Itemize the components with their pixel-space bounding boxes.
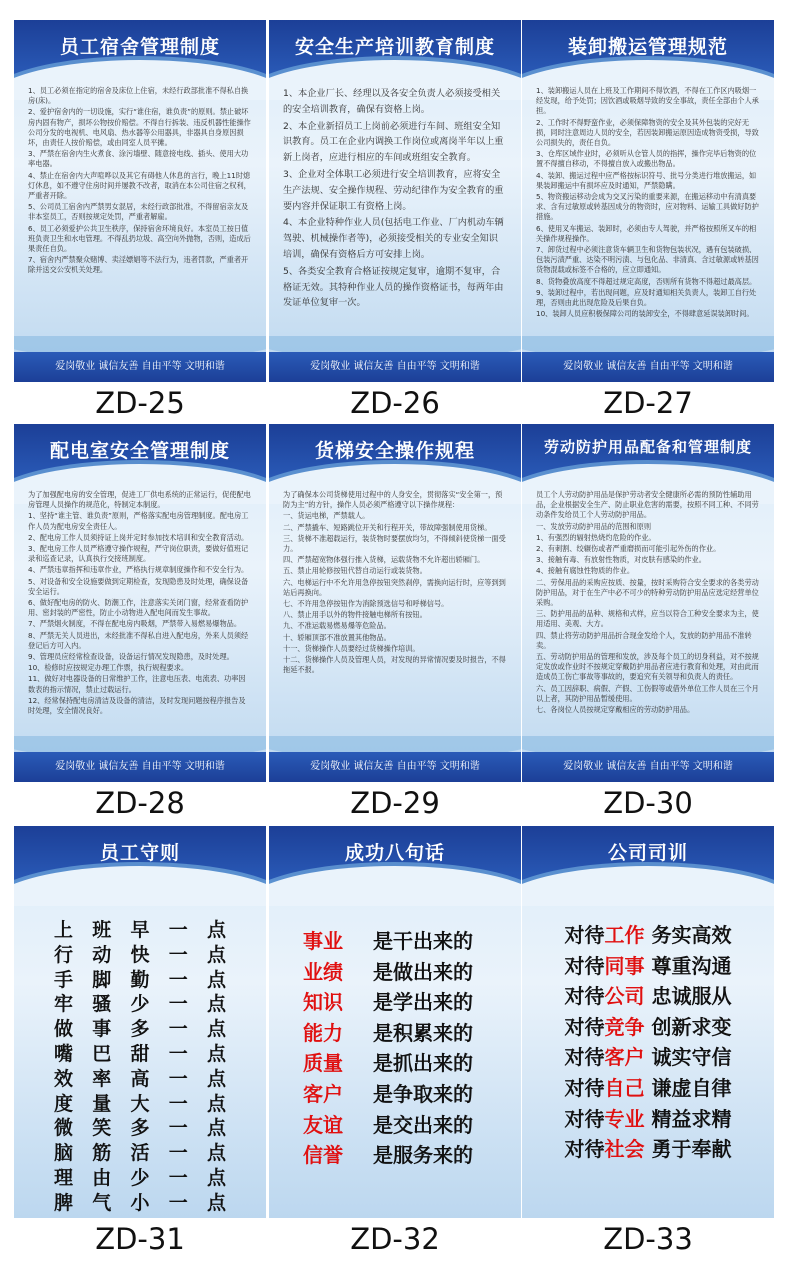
clause-text: 7、宿舍内严禁聚众赌博、卖淫嫖娼等不法行为，违者罚款，严重者开除并送交公安机关处理。	[28, 255, 249, 275]
rule-char: 早	[130, 919, 150, 941]
rule-char: 事	[92, 1018, 112, 1041]
clause-text: 1、本企业厂长、经理以及各安全负责人必须接受相关的安全培训教育，确保有资格上岗。	[283, 88, 501, 115]
rule-char: 点	[206, 1018, 226, 1041]
rule-char: 少	[130, 993, 150, 1016]
rule-char: 度	[54, 1092, 74, 1115]
motto-list	[522, 920, 774, 1165]
saying-keyword: 客户	[303, 1081, 343, 1106]
rule-char: 点	[206, 1042, 226, 1065]
poster-footer: 爱岗敬业 诚信友善 自由平等 文明和谐	[14, 352, 266, 382]
product-code: ZD-32	[350, 1222, 440, 1256]
rule-char: 牢	[54, 993, 74, 1016]
saying-row	[269, 926, 521, 957]
poster-body	[536, 490, 760, 716]
poster-title: 劳动防护用品配备和管理制度	[543, 438, 752, 456]
clause-text: 3、配电房工作人员严格遵守操作规程，严守岗位职责，要做好值班记录和巡查记录，认真执行交接班制度。	[28, 544, 249, 564]
rule-char: 脾	[54, 1191, 74, 1214]
rule-row	[54, 918, 226, 943]
saying-text: 是干出来的	[373, 929, 473, 953]
poster-title: 安全生产培训教育制度	[294, 36, 495, 58]
clause-text: 2、配电房工作人员须持证上岗并定时参加技术培训和安全教育活动。	[28, 532, 249, 542]
poster-3	[14, 424, 266, 782]
rule-char: 上	[54, 919, 74, 941]
rule-char: 高	[130, 1067, 150, 1090]
saying-text: 是积累来的	[373, 1020, 473, 1045]
saying-keyword: 友谊	[303, 1112, 343, 1137]
motto-prefix: 对待	[564, 1106, 605, 1131]
product-code: ZD-26	[350, 386, 440, 420]
rule-char: 少	[130, 1166, 150, 1189]
motto-keyword: 专业	[604, 1106, 645, 1131]
rule-char: 做	[54, 1018, 74, 1041]
saying-row	[269, 957, 521, 988]
motto-prefix: 对待	[564, 1137, 605, 1162]
clause-text: 6、使用叉车搬运、装卸时，必须由专人驾驶，并严格按照所叉车的相关操作规程操作。	[536, 223, 757, 243]
rule-char: 效	[54, 1067, 74, 1090]
clause-text: 五、禁止用轮修按钮代替自动运行或装货物。	[283, 566, 427, 576]
saying-text: 是服务来的	[373, 1143, 473, 1168]
motto-row	[522, 920, 774, 951]
clause-text: 1、有强烈的辐射热烧灼危险的作业。	[536, 532, 656, 542]
rule-char: 嘴	[54, 1042, 74, 1065]
poster-0	[14, 20, 266, 382]
motto-text: 精益求精	[644, 1106, 732, 1131]
rule-char: 一	[168, 943, 188, 966]
saying-text: 是做出来的	[373, 959, 473, 984]
rule-char: 点	[206, 1092, 226, 1115]
rule-row	[54, 1042, 226, 1067]
rule-char: 快	[130, 943, 150, 966]
poster-title: 配电室安全管理制度	[49, 440, 230, 462]
rule-char: 点	[206, 993, 226, 1016]
rule-char: 一	[168, 1067, 188, 1090]
rule-char: 手	[54, 968, 74, 991]
rule-row	[54, 1116, 226, 1141]
clause-text: 八、禁止用手以外的物件接触电梯所有按钮。	[283, 610, 427, 620]
rule-char: 点	[206, 943, 226, 966]
clause-text: 七、不许用急停按钮作为消除预选信号和呼梯信号。	[283, 599, 449, 609]
rule-char: 一	[168, 1191, 188, 1214]
motto-row	[522, 1012, 774, 1043]
clause-text: 一、货运电梯，严禁载人。	[283, 511, 370, 521]
rule-char: 一	[168, 1092, 188, 1115]
saying-row	[269, 987, 521, 1018]
clause-text: 7、卸货过程中必须注意货车辆卫生和货物包装状况，遇有包装破损、包装污渍严重、达染不明污渍、与包化品、非清真、含过敏源或转基因货物混载或标签不合格的，应立即通知。	[536, 245, 759, 275]
rule-char: 动	[92, 943, 112, 966]
motto-prefix: 对待	[564, 923, 605, 947]
motto-prefix: 对待	[564, 1014, 605, 1039]
clause-text: 6、做好配电房的防火、防潮工作，注意落实关闭门窗，经常查看防护用、密封装的严密性，防止小动物进入配电间而发生事故。	[28, 598, 249, 618]
poster-title: 员工宿舍管理制度	[59, 36, 220, 58]
motto-row	[522, 1134, 774, 1165]
clause-text: 4、禁止在宿舍内大声喧哗以及其它有碍他人休息的言行，晚上11时熄灯休息，如不遵守住房时间并屡教不改者，取消在本公司住宿之权利，严重者开除。	[28, 170, 251, 201]
rule-char: 一	[168, 1142, 188, 1165]
rule-char: 理	[54, 1166, 74, 1189]
rule-char: 一	[168, 968, 188, 991]
poster-title: 公司司训	[607, 842, 688, 864]
clause-text: 10、装卸人员应积极保障公司的装卸安全，不得肆意延误装卸时间。	[536, 309, 754, 319]
clause-text: 三、货梯不准超载运行，装货物时要摆放均匀，不得倾斜使货梯一面受力。	[283, 533, 506, 554]
clause-text: 2、爱护宿舍内的一切设施，实行“谁住宿，谁负责”的原则。禁止破坏房内固有物产，损坏公物按价赔偿。不得自行拆装、违反机器性能操作公司分发的电视机、电风扇、热水器等公用器具，非器具自身原因损坏，由责任人按价赔偿，或由同室人员平摊。	[28, 107, 251, 148]
saying-keyword: 知识	[303, 990, 343, 1015]
rule-char: 率	[92, 1067, 112, 1090]
clause-text: 1、坚持“谁主管、谁负责”原则，严格落实配电房管理制度。配电房工作人员为配电房安全责任人。	[28, 511, 249, 531]
clause-text: 3、严禁在宿舍内生火煮食、涂污墙壁、随意接电线、插头、使用大功率电器。	[28, 149, 249, 169]
clause-text: 四、禁止将劳动防护用品折合现金发给个人，发放的防护用品不准转卖。	[536, 630, 752, 650]
saying-keyword: 业绩	[303, 959, 343, 984]
clause-text: 二、劳保用品的采购应按质、按量，按时采购符合安全要求的各类劳动防护用品，对于在生产中必不可少的特种劳动防护用品应选定经营单位采购。	[536, 577, 759, 608]
clause-text: 六、员工因辞职、病假、产假、工伤假等或借外单位工作人员在三个月以上者，其防护用品暂缓使用。	[536, 683, 759, 703]
poster-footer: 爱岗敬业 诚信友善 自由平等 文明和谐	[269, 352, 521, 382]
motto-row	[522, 1073, 774, 1104]
poster-footer: 爱岗敬业 诚信友善 自由平等 文明和谐	[522, 752, 774, 782]
clause-text: 8、严禁无关人员进出，未经批准不得私自进入配电房，外来人员须经登记后方可入内。	[28, 630, 249, 650]
rule-char: 点	[206, 1191, 226, 1214]
saying-keyword: 信誉	[303, 1143, 343, 1168]
poster-body	[536, 86, 760, 320]
poster-2	[522, 20, 774, 382]
rule-row	[54, 1166, 226, 1191]
rule-row	[54, 1017, 226, 1042]
clause-text: 4、严禁违章指挥和违章作业，严格执行规章制度操作和不安全行为。	[28, 565, 249, 575]
poster-footer: 爱岗敬业 诚信友善 自由平等 文明和谐	[14, 752, 266, 782]
clause-text: 为了加强配电房的安全管理，促进工厂供电系统的正常运行，促使配电房管理人员操作的规范化，特制定本制度。	[28, 490, 251, 510]
clause-text: 六、电梯运行中不允许用急停按钮突然刹停，需换向运行时，应等到到站后再换向。	[283, 577, 506, 597]
poster-body	[283, 490, 507, 676]
rule-char: 一	[168, 993, 188, 1016]
clause-text: 3、仓库区域作业时，必须听从仓管人员的指挥，操作完毕后物资的位置不得擅自移动，不得擅自放入或搬出物品。	[536, 149, 757, 169]
poster-title: 成功八句话	[344, 842, 445, 864]
motto-prefix: 对待	[564, 1045, 605, 1070]
saying-text: 是交出来的	[373, 1112, 473, 1137]
clause-text: 3、企业对全体职工必须进行安全培训教育，应将安全生产法规、安全操作规程、劳动纪律作为安全教育的重要内容并保证职工有资格上岗。	[283, 168, 504, 212]
poster-6	[14, 826, 266, 1218]
clause-text: 6、员工必须爱护公共卫生秩序，保持宿舍环境良好。本室员工按日值班负责卫生和水电管理。不得乱扔垃圾、高空向外抛物，否则，造成后果责任自负。	[28, 223, 251, 254]
rules-list	[14, 918, 266, 1216]
product-code: ZD-28	[95, 786, 185, 820]
clause-text: 4、接触有腐蚀性物质的作业。	[536, 566, 635, 576]
rule-row	[54, 1092, 226, 1117]
motto-text: 诚实守信	[644, 1045, 732, 1070]
rule-char: 脑	[54, 1142, 74, 1165]
rule-char: 点	[206, 1166, 226, 1189]
rule-char: 行	[54, 943, 74, 966]
clause-text: 2、本企业新招员工上岗前必须进行车间、班组安全知识教育。员工在企业内调换工作岗位或离岗半年以上重新上岗者，应进行相应的车间或班组安全教育。	[283, 120, 504, 164]
product-code: ZD-27	[603, 386, 693, 420]
rule-char: 点	[206, 1117, 226, 1140]
rule-char: 活	[130, 1142, 150, 1165]
clause-text: 11、做好对电器设备的日常维护工作，注意电压表、电流表、功率因数表的指示情况，禁止过载运行。	[28, 674, 246, 694]
clause-text: 4、本企业特种作业人员(包括电工作业、厂内机动车辆驾驶、机械操作者等)，必须接受相关的专业安全知识培训，确保有资格后方可安排上岗。	[283, 217, 504, 260]
product-code: ZD-31	[95, 1222, 185, 1256]
rule-char: 量	[92, 1092, 112, 1115]
rule-char: 一	[168, 1117, 188, 1140]
sayings-list	[269, 926, 521, 1171]
saying-text: 是抓出来的	[373, 1051, 473, 1076]
clause-text: 5、物资搬运移动会成为交叉污染的重要来源，在搬运移动中有清真要求、含有过敏原或转基因成分的物资时，应对物料、运输工具做好防护措施。	[536, 192, 759, 222]
clause-text: 一、发放劳动防护用品的范围和原则	[536, 521, 652, 531]
motto-row	[522, 1104, 774, 1135]
clause-text: 为了确保本公司货梯使用过程中的人身安全，贯彻落实“安全第一，预防为主”的方针，操作人员必须严格遵守以下操作规程：	[283, 490, 503, 510]
poster-title: 装卸搬运管理规范	[567, 36, 728, 58]
poster-title: 员工守则	[99, 842, 180, 864]
rule-row	[54, 992, 226, 1017]
motto-keyword: 同事	[604, 953, 645, 978]
rule-char: 脚	[92, 968, 112, 991]
rule-row	[54, 968, 226, 993]
rule-char: 点	[206, 919, 226, 941]
rule-char: 骚	[92, 993, 112, 1016]
motto-text: 谦虚自律	[644, 1075, 732, 1100]
clause-text: 3、接触有毒、有放射性物质，对皮肤有感染的作业。	[536, 555, 706, 565]
saying-text: 是学出来的	[373, 990, 473, 1015]
poster-body	[283, 86, 507, 312]
motto-text: 务实高效	[644, 923, 732, 947]
rule-char: 巴	[92, 1042, 112, 1065]
product-code: ZD-29	[350, 786, 440, 820]
product-code: ZD-33	[603, 1222, 693, 1256]
rule-char: 勤	[130, 968, 150, 991]
saying-row	[269, 1018, 521, 1049]
poster-title: 货梯安全操作规程	[314, 440, 475, 462]
motto-text: 忠诚服从	[644, 984, 732, 1009]
poster-body	[28, 490, 252, 717]
poster-4	[269, 424, 521, 782]
clause-text: 十一、货梯操作人员要经过货梯操作培训。	[283, 643, 420, 653]
clause-text: 5、公司员工宿舍内严禁男女混居，未经行政部批准，不得留宿亲友及非本室员工，否则按规定处罚，严重者解雇。	[28, 202, 249, 222]
motto-text: 尊重沟通	[644, 953, 732, 978]
motto-prefix: 对待	[564, 984, 605, 1009]
rule-char: 甜	[130, 1042, 150, 1065]
saying-keyword: 能力	[303, 1020, 343, 1045]
saying-row	[269, 1110, 521, 1141]
rule-char: 一	[168, 919, 188, 941]
saying-row	[269, 1048, 521, 1079]
motto-row	[522, 1042, 774, 1073]
clause-text: 十、轿厢顶部不准放置其他物品。	[283, 632, 391, 642]
rule-char: 微	[54, 1117, 74, 1140]
clause-text: 七、各岗位人员按规定穿戴相应的劳动防护用品。	[536, 705, 695, 715]
saying-keyword: 事业	[303, 929, 343, 953]
motto-keyword: 客户	[604, 1045, 645, 1070]
clause-text: 1、员工必须在指定的宿舍及床位上住宿，未经行政部批准不得私自换房(床)。	[28, 86, 249, 106]
clause-text: 四、严禁超宽物体强行推入货梯，运载货物不允许超出轿厢门。	[283, 555, 485, 565]
saying-row	[269, 1140, 521, 1171]
rule-char: 大	[130, 1092, 150, 1115]
poster-5	[522, 424, 774, 782]
rule-char: 点	[206, 1067, 226, 1090]
clause-text: 1、装卸搬运人员在上班及工作期间不得饮酒，不得在工作区内吸烟一经发现，给予处罚；因饮酒或吸烟导致的安全事故，责任全部由个人承担。	[536, 86, 759, 116]
rule-char: 一	[168, 1042, 188, 1065]
clause-text: 2、有刺割、绞辗伤或者严重磨损而可能引起外伤的作业。	[536, 544, 721, 554]
motto-keyword: 社会	[604, 1137, 645, 1162]
clause-text: 5、各类安全教育合格证按规定复审，逾期不复审，合格证无效。其特种作业人员的操作资格证书，每两年由发证单位复审一次。	[283, 265, 504, 309]
motto-prefix: 对待	[564, 1075, 605, 1100]
rule-row	[54, 1067, 226, 1092]
clause-text: 9、装卸过程中，若出现问题，应及时通知相关负责人，装卸工自行处理，否则由此出现危险及后果自负。	[536, 287, 757, 308]
clause-text: 12、经常保持配电房清洁及设备的清洁，及时发现问题按程序报告及时处理，安全情况良好。	[28, 695, 246, 716]
motto-text: 勇于奉献	[644, 1137, 732, 1162]
rule-char: 一	[168, 1166, 188, 1189]
poster-7	[269, 826, 521, 1218]
motto-prefix: 对待	[564, 953, 605, 978]
rule-char: 点	[206, 968, 226, 991]
rule-char: 笑	[92, 1117, 112, 1140]
product-code: ZD-25	[95, 386, 185, 420]
clause-text: 7、严禁烟火制度，不得在配电房内吸烟，严禁带入易燃易爆物品。	[28, 619, 242, 629]
saying-keyword: 质量	[303, 1051, 343, 1076]
rule-char: 气	[92, 1191, 112, 1214]
rule-char: 点	[206, 1142, 226, 1165]
clause-text: 三、防护用品的品种、规格和式样，应当以符合工种安全要求为主，使用适用、美观、大方。	[536, 609, 759, 629]
rule-char: 由	[92, 1166, 112, 1189]
clause-text: 5、对设备和安全设施要做到定期检查，发现隐患及时处理，确保设备安全运行。	[28, 576, 249, 596]
rule-char: 多	[130, 1117, 150, 1140]
clause-text: 五、劳动防护用品的管理和发放，涉及每个员工的切身利益，对不按规定发放或作业时不按规定穿戴防护用品者应进行教育和处理，对由此而造成员工伤亡事故等事故的，要追究有关领导和负责人的责任。	[536, 652, 759, 682]
saying-row	[269, 1079, 521, 1110]
poster-8	[522, 826, 774, 1218]
rule-char: 小	[130, 1191, 150, 1214]
motto-text: 创新求变	[644, 1014, 732, 1039]
clause-text: 4、装卸、搬运过程中应严格按标识符号、批号分类进行堆放搬运，如果装卸搬运中有损坏应及时通知，严禁隐瞒。	[536, 170, 757, 190]
product-code: ZD-30	[603, 786, 693, 820]
rule-row	[54, 1141, 226, 1166]
motto-keyword: 工作	[604, 923, 645, 947]
clause-text: 10、检修时应按规定办理工作票，执行规程要求。	[28, 663, 189, 673]
rule-char: 班	[92, 919, 112, 941]
poster-footer: 爱岗敬业 诚信友善 自由平等 文明和谐	[522, 352, 774, 382]
rule-char: 筋	[92, 1142, 112, 1165]
motto-row	[522, 951, 774, 982]
clause-text: 2、工作时不得野蛮作业，必须保障物资的安全及其外包装的完好无损，同时注意周边人员的安全，若因装卸搬运原因造成物资受损，导致公司损失的，责任自负。	[536, 117, 759, 148]
rule-row	[54, 943, 226, 968]
clause-text: 十二、货梯操作人员及管理人员，对发现的异常情况要及时报告，不得拖延不报。	[283, 655, 506, 675]
clause-text: 员工个人劳动防护用品是保护劳动者安全健康所必需的预防性辅助用品，企业根据安全生产、防止职业危害的需要，按照不同工种、不同劳动条件发给员工个人劳动防护用品。	[536, 490, 759, 520]
motto-row	[522, 981, 774, 1012]
motto-keyword: 自己	[604, 1075, 645, 1100]
poster-1	[269, 20, 521, 382]
clause-text: 9、管理员应经常检查设备，设备运行情况发现隐患，及时处理。	[28, 652, 234, 662]
rule-char: 多	[130, 1018, 150, 1041]
poster-body	[28, 86, 252, 277]
saying-text: 是争取来的	[373, 1081, 473, 1106]
motto-keyword: 公司	[604, 984, 645, 1009]
poster-footer: 爱岗敬业 诚信友善 自由平等 文明和谐	[269, 752, 521, 782]
clause-text: 二、严禁撬车、短路跳位开关和行程开关，带故障强制使用货梯。	[283, 522, 492, 532]
rule-row	[54, 1191, 226, 1216]
clause-text: 九、不准运载易燃易爆等危险品。	[283, 621, 391, 631]
motto-keyword: 竞争	[604, 1014, 645, 1039]
clause-text: 8、货物叠放高度不得超过规定高度，否则所有货物不得超过最高层。	[536, 276, 757, 286]
rule-char: 一	[168, 1018, 188, 1041]
